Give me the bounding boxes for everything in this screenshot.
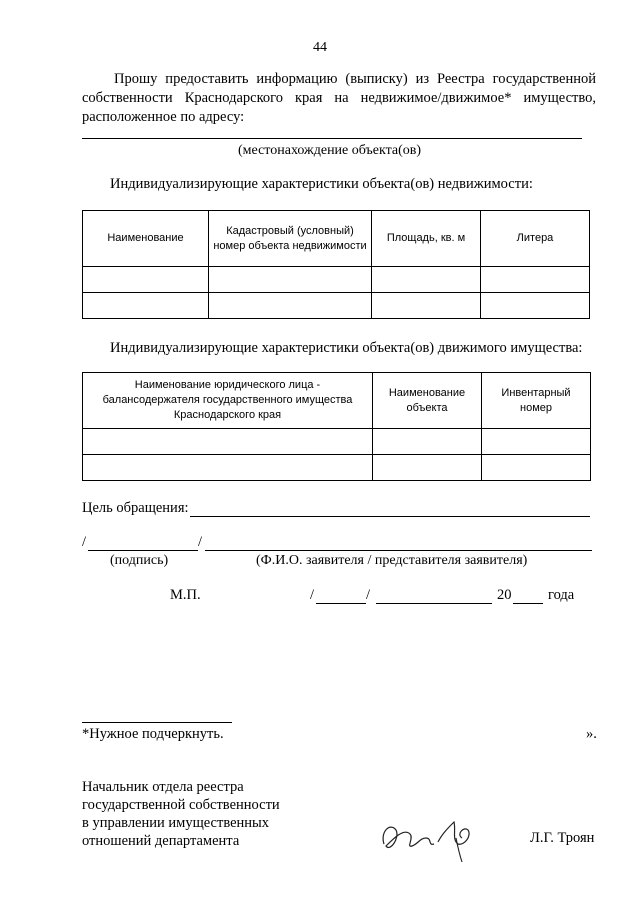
- realty-header-row: [83, 211, 590, 267]
- official-line: отношений департамента: [82, 833, 240, 849]
- slash: /: [198, 534, 203, 550]
- table-row: [83, 455, 591, 481]
- table-cell[interactable]: [373, 429, 482, 455]
- movable-header-row: [83, 373, 591, 429]
- slash: /: [310, 587, 315, 603]
- official-name: Л.Г. Троян: [530, 830, 595, 846]
- signature-line[interactable]: [88, 550, 198, 551]
- table-cell[interactable]: [209, 267, 372, 293]
- table-cell[interactable]: [372, 267, 481, 293]
- realty-heading: Индивидуализирующие характеристики объекта(ов) недвижимости:: [110, 176, 533, 192]
- stamp-label: М.П.: [170, 587, 201, 603]
- handwritten-signature: [376, 808, 486, 864]
- page-number: 44: [313, 40, 327, 55]
- fio-line[interactable]: [205, 550, 592, 551]
- table-cell[interactable]: [83, 429, 373, 455]
- movable-heading: Индивидуализирующие характеристики объекта(ов) движимого имущества:: [110, 340, 583, 356]
- official-title: [82, 778, 280, 850]
- slash: /: [366, 587, 371, 603]
- table-row: [83, 429, 591, 455]
- realty-col-letter: Литера: [481, 211, 590, 267]
- date-day-line[interactable]: [316, 603, 366, 604]
- table-cell[interactable]: [481, 267, 590, 293]
- request-text: [82, 70, 596, 127]
- fio-caption: (Ф.И.О. заявителя / представителя заявителя): [256, 553, 528, 568]
- purpose-label: Цель обращения:: [82, 500, 189, 516]
- table-cell[interactable]: [373, 455, 482, 481]
- official-line: государственной собственности: [82, 797, 280, 813]
- table-cell[interactable]: [481, 293, 590, 319]
- table-cell[interactable]: [482, 455, 591, 481]
- year-prefix: 20: [497, 587, 512, 603]
- footnote-rule: [82, 722, 232, 723]
- year-line[interactable]: [513, 603, 543, 604]
- table-cell[interactable]: [83, 455, 373, 481]
- table-cell[interactable]: [83, 293, 209, 319]
- closing-mark: ».: [586, 726, 597, 742]
- footnote: *Нужное подчеркнуть.: [82, 726, 224, 742]
- movable-col-inventory: Инвентарный номер: [482, 373, 591, 429]
- realty-col-area: Площадь, кв. м: [372, 211, 481, 267]
- official-line: Начальник отдела реестра: [82, 779, 244, 795]
- realty-col-cadastral: Кадастровый (условный) номер объекта недвижимости: [209, 211, 372, 267]
- table-row: [83, 293, 590, 319]
- slash: /: [82, 534, 87, 550]
- movable-table: [82, 372, 591, 481]
- official-line: в управлении имущественных: [82, 815, 270, 831]
- year-suffix: года: [548, 587, 575, 603]
- movable-col-holder: Наименование юридического лица - балансодержателя государственного имущества Краснодарского края: [83, 373, 373, 429]
- date-month-line[interactable]: [376, 603, 492, 604]
- table-cell[interactable]: [209, 293, 372, 319]
- purpose-line[interactable]: [190, 516, 590, 517]
- location-caption: (местонахождение объекта(ов): [238, 143, 422, 158]
- signature-caption: (подпись): [110, 553, 169, 568]
- movable-col-object: Наименование объекта: [373, 373, 482, 429]
- realty-col-name: Наименование: [83, 211, 209, 267]
- table-cell[interactable]: [372, 293, 481, 319]
- request-paragraph: Прошу предоставить информацию (выписку) из Реестра государственной собственности Краснодарского края на недвижимое/движимое* имущество, расположенное по адресу:: [82, 71, 596, 125]
- realty-table: [82, 210, 590, 319]
- table-cell[interactable]: [482, 429, 591, 455]
- table-row: [83, 267, 590, 293]
- table-cell[interactable]: [83, 267, 209, 293]
- address-line[interactable]: [82, 138, 582, 139]
